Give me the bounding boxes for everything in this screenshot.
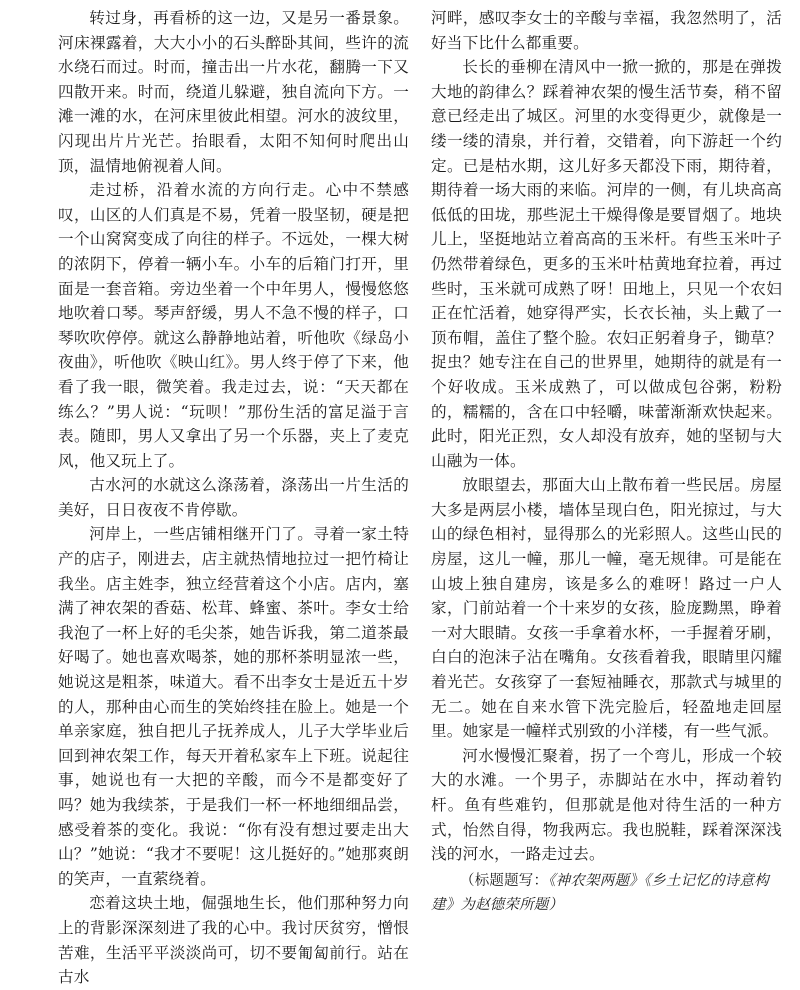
paragraph-continuation: 河畔，感叹李女士的辛酸与幸福，我忽然明了，活好当下比什么都重要。 bbox=[431, 9, 782, 52]
paragraph: 古水河的水就这么涤荡着，涤荡出一片生活的美好，日日夜夜不肯停歇。 bbox=[58, 476, 409, 519]
paragraph: 转过身，再看桥的这一边，又是另一番景象。河床裸露着，大大小小的石头醉卧其间，些许的流水绕石而过。时而，撞击出一片水花，翻腾一下又四散开来。时而，绕道儿躲避，独自流向下方。一滩一滩的水，在河床里彼此相望。河水的波纹里，闪现出片片光芒。抬眼看，太阳不知何时爬出山顶，温情地俯视着人间。 bbox=[58, 9, 409, 175]
left-column bbox=[58, 6, 409, 987]
paragraph: 河岸上，一些店铺相继开门了。寻着一家土特产的店子，刚进去，店主就热情地拉过一把竹椅让我坐。店主姓李，独立经营着这个小店。店内，塞满了神农架的香菇、松茸、蜂蜜、茶叶。李女士给我泡了一杯上好的毛尖茶，她告诉我，第二道茶最好喝了。她也喜欢喝茶，她的那杯茶明显浓一些，她说这是粗茶，味道大。看不出李女士是近五十岁的人，那种由心而生的笑始终挂在脸上。她是一个单亲家庭，独自把儿子抚养成人，儿子大学毕业后回到神农架工作，每天开着私家车上下班。说起往事，她说也有一大把的辛酸，而今不是都变好了吗？她为我续茶，于是我们一杯一杯地细细品尝，感受着茶的变化。我说：“你有没有想过要走出大山？”她说：“我才不要呢！这儿挺好的。”她那爽朗的笑声，一直萦绕着。 bbox=[58, 525, 409, 888]
paragraph: 河水慢慢汇聚着，拐了一个弯儿，形成一个较大的水滩。一个男子，赤脚站在水中，挥动着钓杆。鱼有些难钓，但那就是他对待生活的一种方式，怡然自得，物我两忘。我也脱鞋，踩着深深浅浅的河水，一路走过去。 bbox=[431, 746, 782, 864]
paragraph: 走过桥，沿着水流的方向行走。心中不禁感叹，山区的人们真是不易，凭着一股坚韧，硬是把一个山窝窝变成了向往的样子。不远处，一棵大树的浓阴下，停着一辆小车。小车的后箱门打开，里面是一套音箱。旁边坐着一个中年男人，慢慢悠悠地吹着口琴。琴声舒缓，男人不急不慢的样子，口琴吹吹停停。就这么静静地站着，听他吹《绿岛小夜曲》，听他吹《映山红》。男人终于停了下来，他看了我一眼，微笑着。我走过去，说：“天天都在练么？”男人说：“玩呗！”那份生活的富足溢于言表。随即，男人又拿出了另一个乐器，夹上了麦克风，他又玩上了。 bbox=[58, 181, 409, 470]
credit-body: 《神农架两题》《乡土记忆的诗意构建》为赵德荣所题） bbox=[431, 872, 769, 913]
title-credit bbox=[431, 869, 782, 917]
right-column bbox=[431, 6, 782, 913]
paragraph: 放眼望去，那面大山上散布着一些民居。房屋大多是两层小楼，墙体呈现白色，阳光掠过，与大山的绿色相衬，显得那么的光彩照人。这些山民的房屋，这儿一幢，那儿一幢，毫无规律。可是能在山坡上独自建房，该是多么的难呀！路过一户人家，门前站着一个十来岁的女孩，脸庞黝黑，睁着一对大眼睛。女孩一手拿着水杯，一手握着牙刷，白白的泡沫子沾在嘴角。女孩看着我，眼睛里闪耀着光芒。女孩穿了一套短袖睡衣，那款式与城里的无二。她在自来水管下洗完脸后，轻盈地走回屋里。她家是一幢样式别致的小洋楼，有一些气派。 bbox=[431, 476, 782, 741]
paragraph: 长长的垂柳在清风中一掀一掀的，那是在弹拨大地的韵律么？踩着神农架的慢生活节奏，稍不留意已经走出了城区。河里的水变得更少，就像是一缕一缕的清泉，并行着，交错着，向下游赶一个约定。已是枯水期，这儿好多天都没下雨，期待着，期待着一场大雨的来临。河岸的一侧，有儿块高高低低的田垅，那些泥土干燥得像是要冒烟了。地块儿上，坚挺地站立着高高的玉米杆。有些玉米叶子仍然带着绿色，更多的玉米叶枯黄地耷拉着，再过些时，玉米就可成熟了呀！田地上，只见一个农妇正在忙活着，她穿得严实，长衣长袖，头上戴了一顶布帽，盖住了整个脸。农妇正躬着身子，锄草？捉虫？她专注在自己的世界里，她期待的就是有一个好收成。玉米成熟了，可以做成包谷粥，粉粉的，糯糯的，含在口中轻嚼，味蕾渐渐欢快起来。此时，阳光正烈，女人却没有放弃，她的坚韧与大山融为一体。 bbox=[431, 58, 782, 470]
credit-lead: （标题题写： bbox=[460, 872, 549, 889]
paragraph: 恋着这块土地，倔强地生长，他们那种努力向上的背影深深刻进了我的心中。我讨厌贫穷，憎恨苦难，生活平平淡淡尚可，切不要匍匐前行。站在古水 bbox=[58, 894, 409, 987]
